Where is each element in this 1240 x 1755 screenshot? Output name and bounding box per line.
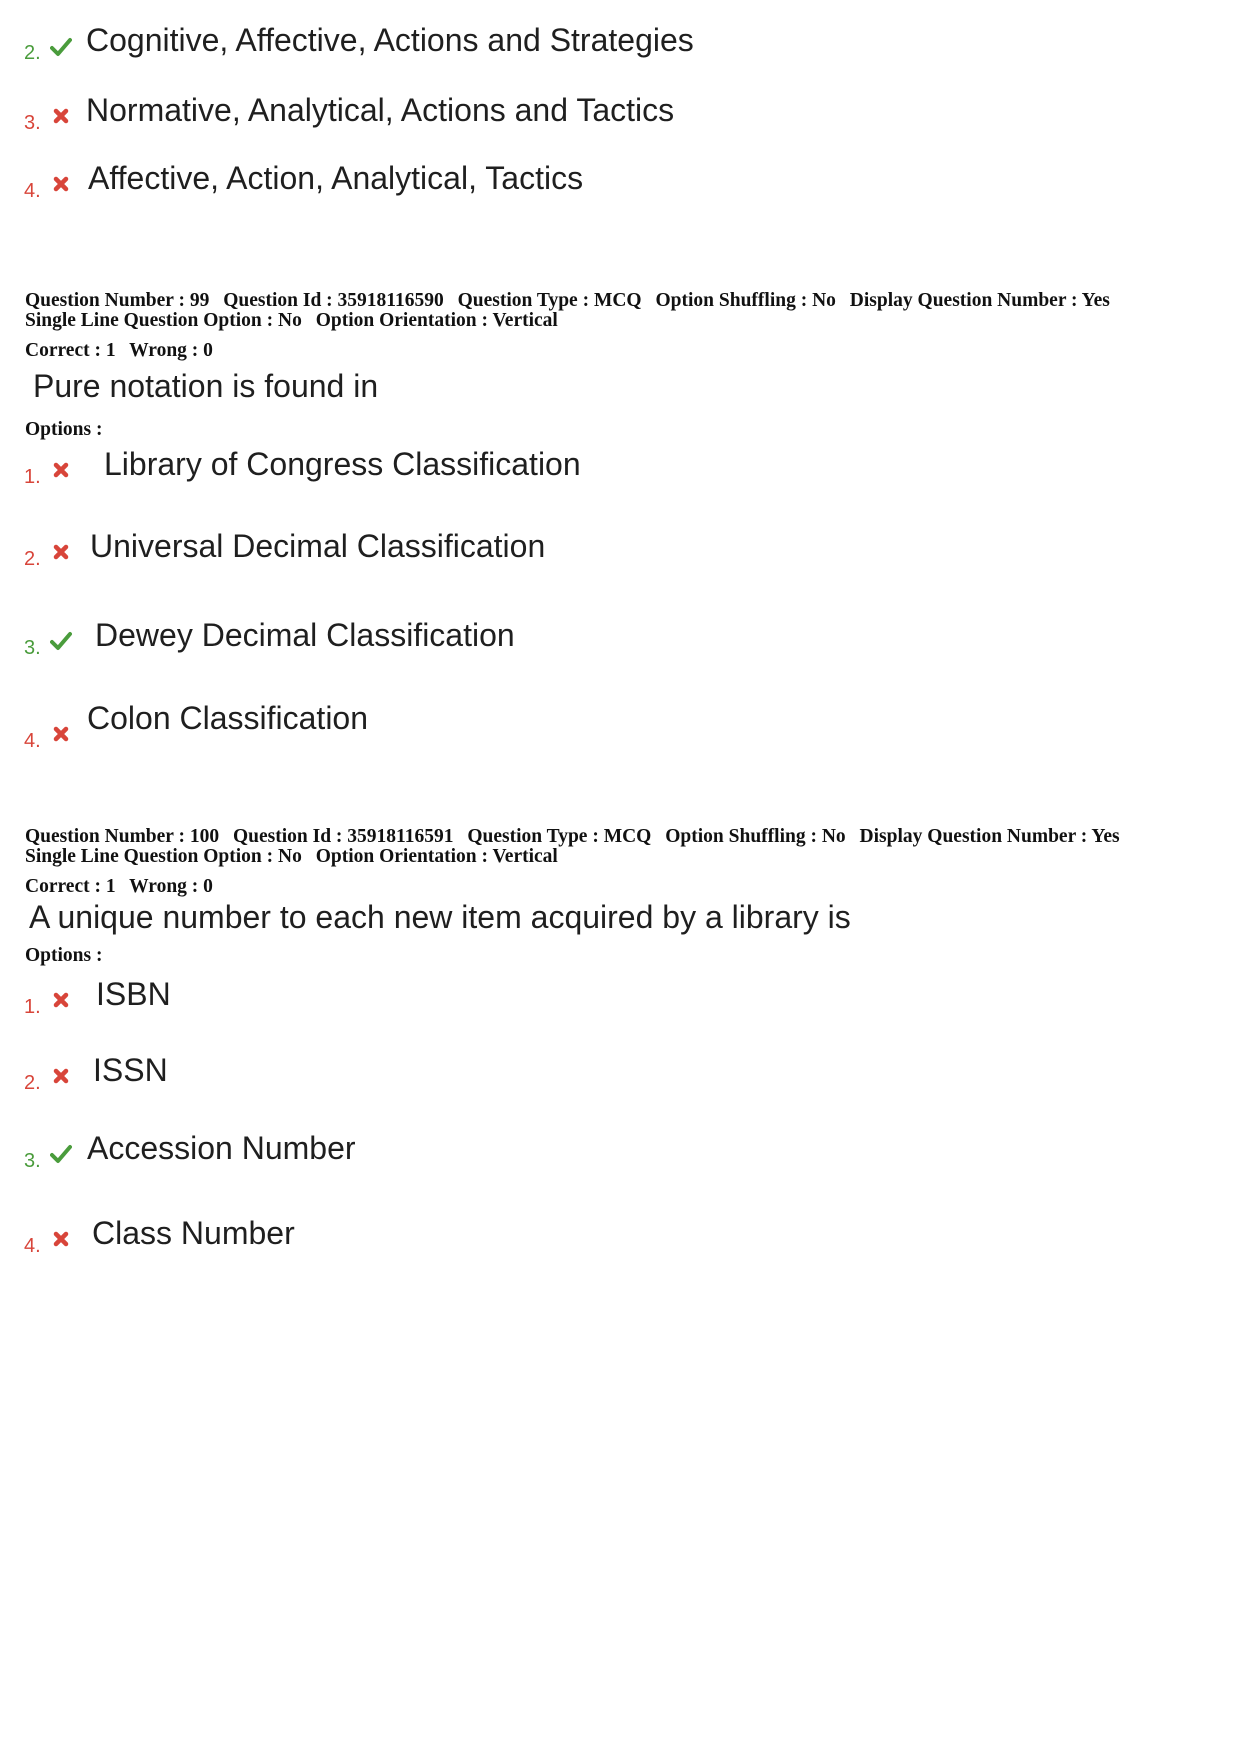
option-row	[24, 160, 1124, 210]
option-text: Affective, Action, Analytical, Tactics	[88, 160, 584, 196]
option-text: Library of Congress Classification	[104, 446, 581, 482]
question-text: A unique number to each new item acquired by a library is	[29, 899, 851, 935]
cross-icon	[50, 1066, 72, 1086]
options-label: Options :	[25, 419, 103, 440]
meta-option-shuffling: Option Shuffling : No	[655, 290, 836, 311]
cross-icon	[50, 174, 72, 194]
meta-question-type: Question Type : MCQ	[457, 290, 642, 311]
option-row	[24, 976, 1124, 1026]
option-text: Cognitive, Affective, Actions and Strategies	[86, 22, 694, 58]
option-number: 4.	[24, 1235, 41, 1257]
meta-question-id: Question Id : 35918116591	[232, 826, 454, 847]
meta-question-number: Question Number : 100	[25, 826, 220, 847]
marks-correct: Correct : 1	[25, 876, 116, 897]
question-marks	[25, 341, 222, 361]
meta-option-orientation: Option Orientation : Vertical	[315, 310, 558, 331]
option-row	[24, 1215, 1124, 1265]
question-meta-line1	[25, 827, 1129, 847]
option-text: Dewey Decimal Classification	[95, 617, 515, 653]
option-number: 1.	[24, 996, 41, 1018]
meta-option-shuffling: Option Shuffling : No	[665, 826, 846, 847]
option-number: 4.	[24, 180, 41, 202]
meta-question-id: Question Id : 35918116590	[223, 290, 444, 311]
question-meta-line1	[25, 291, 1119, 311]
marks-wrong: Wrong : 0	[129, 340, 213, 361]
option-text: Normative, Analytical, Actions and Tactics	[86, 92, 675, 128]
cross-icon	[50, 1229, 72, 1249]
option-number: 2.	[24, 548, 41, 570]
option-row	[24, 617, 1124, 667]
meta-question-type: Question Type : MCQ	[467, 826, 652, 847]
meta-single-line-option: Single Line Question Option : No	[25, 310, 302, 331]
meta-option-orientation: Option Orientation : Vertical	[315, 846, 558, 867]
option-number: 2.	[24, 42, 41, 64]
question-text: Pure notation is found in	[33, 368, 379, 404]
option-text: Accession Number	[87, 1130, 356, 1166]
question-marks	[25, 877, 222, 897]
cross-icon	[50, 990, 72, 1010]
marks-wrong: Wrong : 0	[129, 876, 213, 897]
option-text: Universal Decimal Classification	[90, 528, 546, 564]
question-meta-line2	[25, 311, 567, 331]
option-row	[24, 700, 1124, 750]
option-row	[24, 1052, 1124, 1102]
option-number: 3.	[24, 112, 41, 134]
marks-correct: Correct : 1	[25, 340, 116, 361]
check-icon	[50, 631, 72, 651]
cross-icon	[50, 542, 72, 562]
meta-display-question-number: Display Question Number : Yes	[859, 826, 1120, 847]
option-text: Class Number	[92, 1215, 295, 1251]
option-row	[24, 446, 1124, 496]
question-meta-line2	[25, 847, 567, 867]
option-row	[24, 1130, 1124, 1180]
options-label: Options :	[25, 945, 103, 966]
check-icon	[50, 37, 72, 57]
check-icon	[50, 1144, 72, 1164]
option-row	[24, 22, 1124, 72]
cross-icon	[50, 106, 72, 126]
option-row	[24, 528, 1124, 578]
option-number: 3.	[24, 637, 41, 659]
option-number: 4.	[24, 730, 41, 752]
meta-question-number: Question Number : 99	[25, 290, 210, 311]
option-text: ISBN	[96, 976, 171, 1012]
option-number: 2.	[24, 1072, 41, 1094]
meta-display-question-number: Display Question Number : Yes	[849, 290, 1110, 311]
meta-single-line-option: Single Line Question Option : No	[25, 846, 302, 867]
cross-icon	[50, 724, 72, 744]
option-number: 1.	[24, 466, 41, 488]
option-text: Colon Classification	[87, 700, 369, 736]
option-text: ISSN	[93, 1052, 168, 1088]
cross-icon	[50, 460, 72, 480]
option-row	[24, 92, 1124, 142]
option-number: 3.	[24, 1150, 41, 1172]
